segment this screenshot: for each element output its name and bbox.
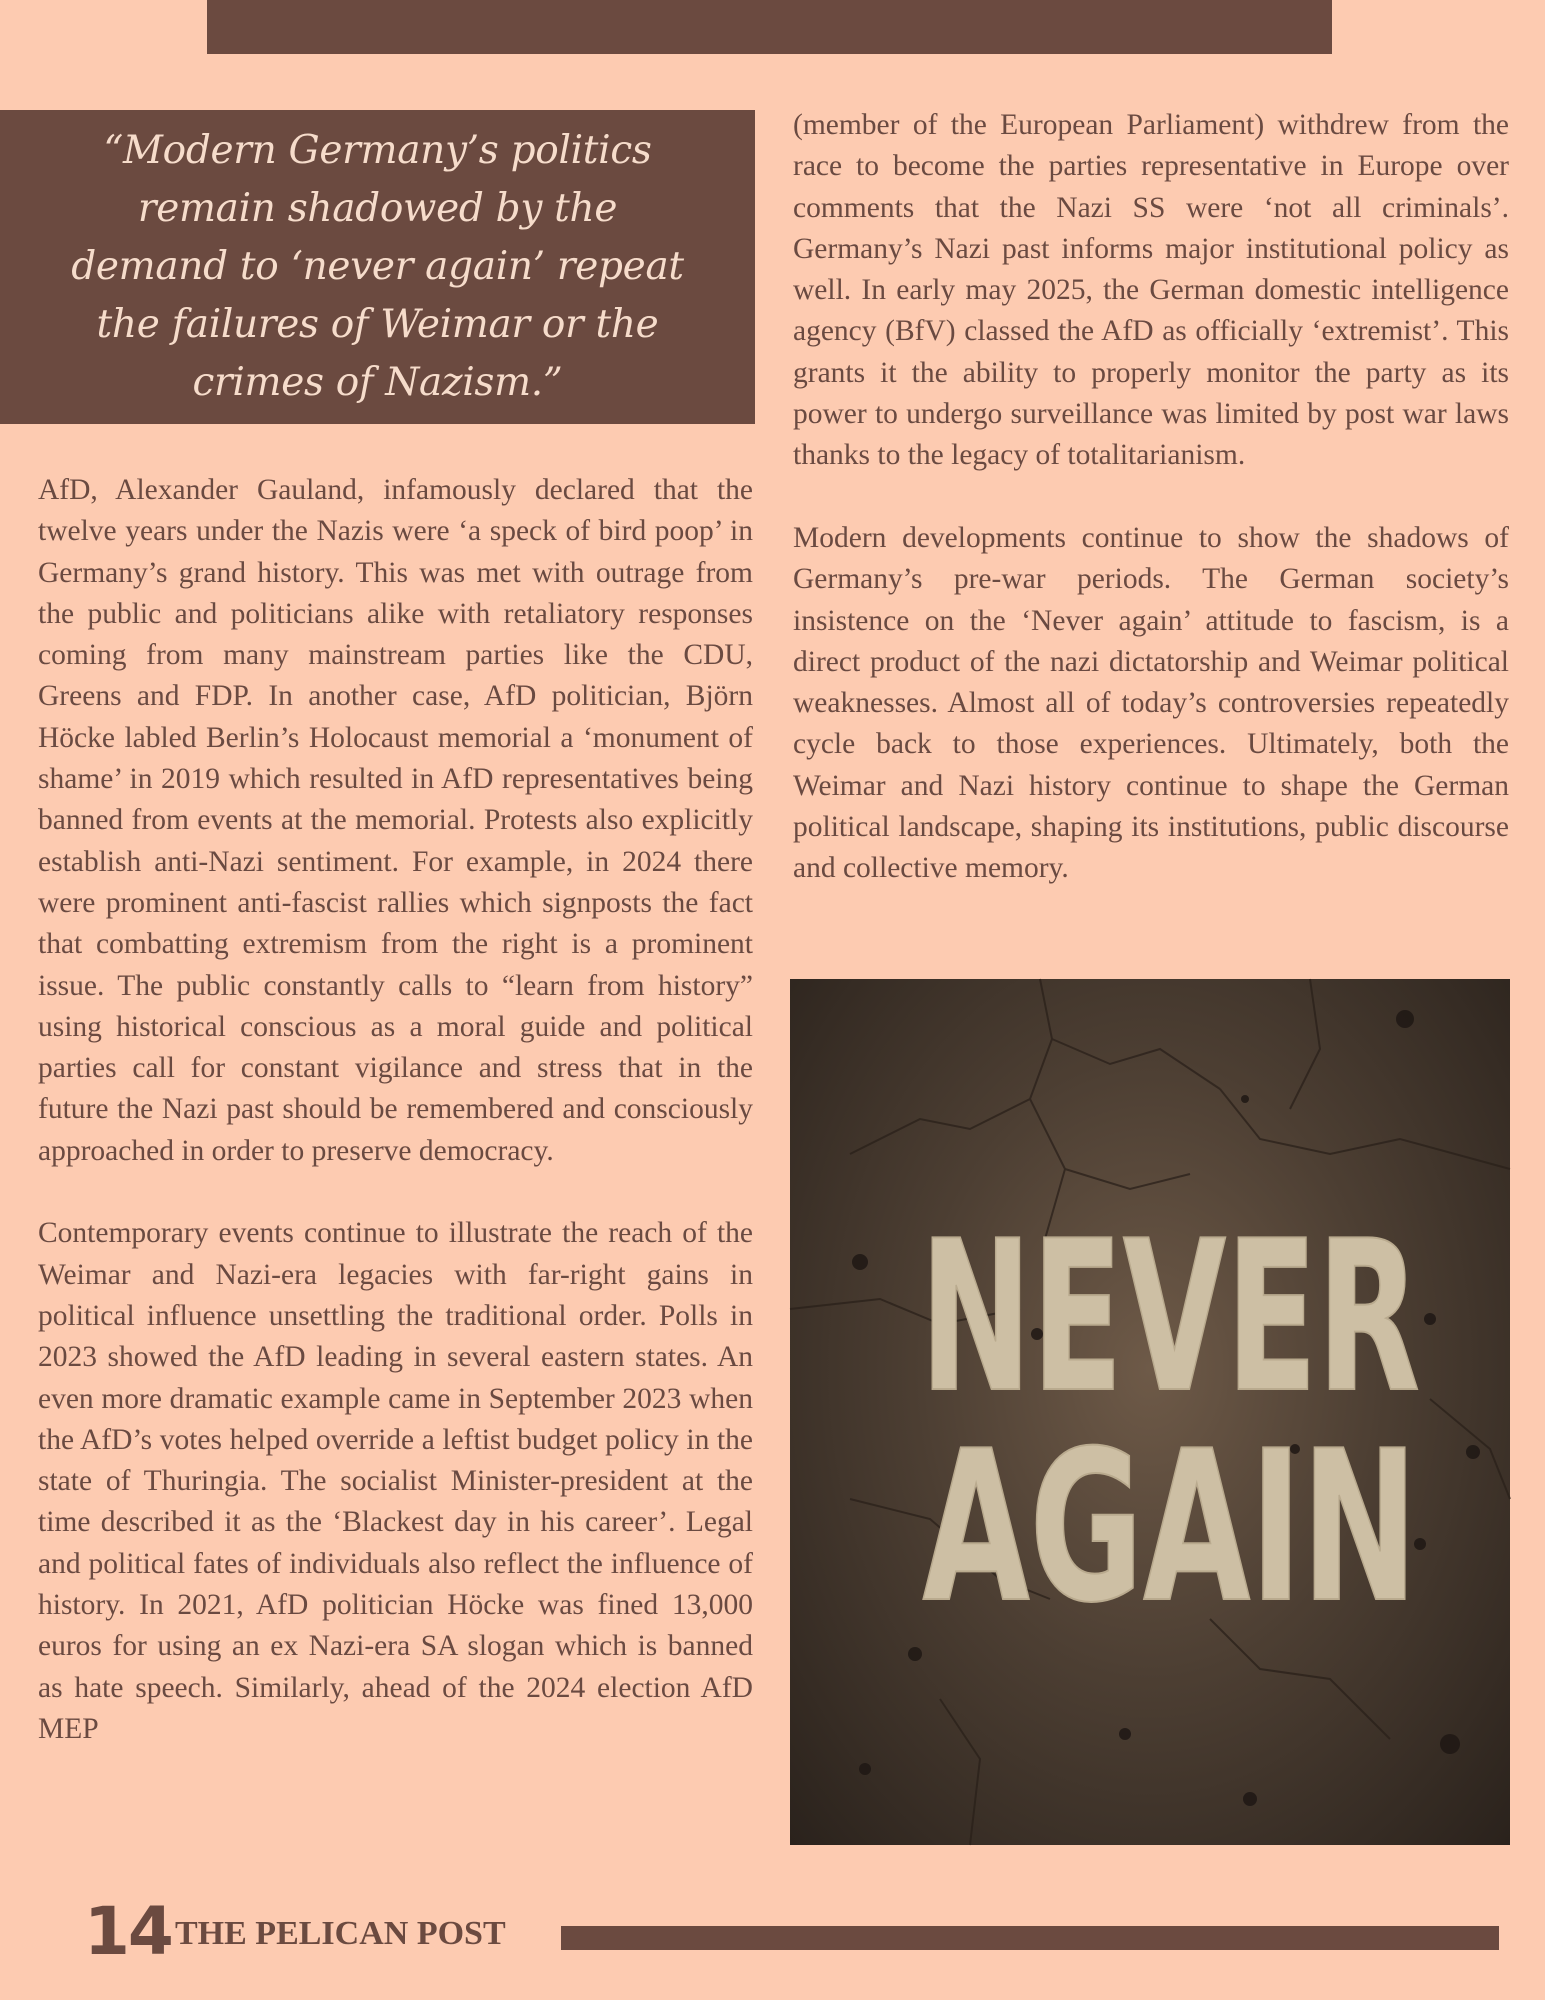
publication-title: THE PELICAN POST (175, 1915, 506, 1952)
pull-quote-box (0, 110, 755, 424)
page-number: 14 (84, 1893, 172, 1970)
wall-texture (790, 979, 1510, 1845)
left-column (38, 470, 753, 1750)
right-column (793, 105, 1509, 890)
pull-quote: “Modern Germany’s politics remain shadowed by the demand to ‘never again’ repeat the failures of Weimar or the crimes of Nazism.” (71, 128, 684, 405)
never-again-wall-image (790, 979, 1510, 1845)
right-paragraph-1: (member of the European Parliament) withdrew from the race to become the parties representative in Europe over comments that the Nazi SS were ‘not all criminals’. Germany’s Nazi past informs major institutional policy as well. In early may 2025, the German domestic intelligence agency (BfV) classed the AfD as officially ‘extremist’. This grants it the ability to properly monitor the party as its power to undergo surveillance was limited by post war laws thanks to the legacy of totalitarianism. (793, 109, 1509, 472)
top-decorative-bar (207, 0, 1332, 54)
footer-decorative-bar (561, 1926, 1499, 1950)
left-paragraph-2: Contemporary events continue to illustrate the reach of the Weimar and Nazi-era legacies with far-right gains in political influence unsettling the traditional order. Polls in 2023 showed the AfD leading in several eastern states. An even more dramatic example came in September 2023 when the AfD’s votes helped override a leftist budget policy in the state of Thuringia. The socialist Minister-president at the time described it as the ‘Blackest day in his career’. Legal and political fates of individuals also reflect the influence of history. In 2021, AfD politician Höcke was fined 13,000 euros for using an ex Nazi-era SA slogan which is banned as hate speech. Similarly, ahead of the 2024 election AfD MEP (38, 1217, 753, 1745)
again-text: AGAIN (922, 1407, 1418, 1649)
right-paragraph-2: Modern developments continue to show the shadows of Germany’s pre-war periods. The German society’s insistence on the ‘Never again’ attitude to fascism, is a direct product of the nazi dictatorship and Weimar political weaknesses. Almost all of today’s controversies repeatedly cycle back to those experiences. Ultimately, both the Weimar and Nazi history continue to shape the German political landscape, shaping its institutions, public discourse and collective memory. (793, 521, 1509, 885)
left-paragraph-1: AfD, Alexander Gauland, infamously declared that the twelve years under the Nazis were ‘a speck of bird poop’ in Germany’s grand history. This was met with outrage from the public and politicians alike with retaliatory responses coming from many mainstream parties like the CDU, Greens and FDP. In another case, AfD politician, Björn Höcke labled Berlin’s Holocaust memorial a ‘monument of shame’ in 2019 which resulted in AfD representatives being banned from events at the memorial. Protests also explicitly establish anti-Nazi sentiment. For example, in 2024 there were prominent anti-fascist rallies which signposts the fact that combatting extremism from the right is a prominent issue. The public constantly calls to “learn from history” using historical conscious as a moral guide and political parties call for constant vigilance and stress that in the future the Nazi past should be remembered and consciously approached in order to preserve democracy. (38, 474, 753, 1167)
never-text: NEVER (920, 1197, 1420, 1439)
